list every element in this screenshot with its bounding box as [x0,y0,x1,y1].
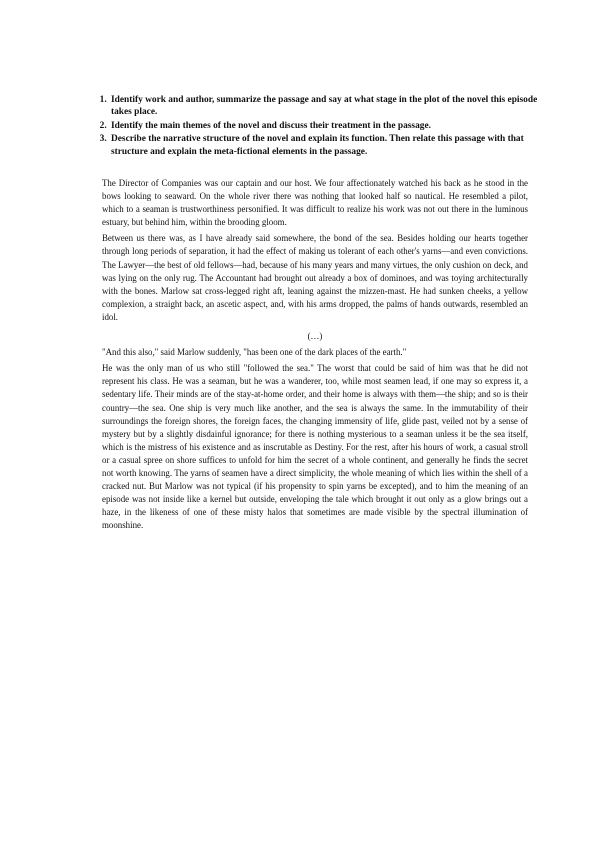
passage-text [102,177,528,535]
question-item: 1. Identify work and author, summarize the passage and say at what stage in the plot of the novel this episode takes place. [109,94,555,119]
question-list [90,94,555,159]
omission-marker: (…) [307,331,323,342]
passage-paragraph: "And this also," said Marlow suddenly, "has been one of the dark places of the earth." [102,347,407,358]
passage-paragraph: He was the only man of us who still "followed the sea." The worst that could be said of him was that he did not represent his class. He was a seaman, but he was a wanderer, too, while most seamen lead, if one may so express it, a sedentary life. Their minds are of the stay-at-home order, and their home is always with them—the ship; and so is their country—the sea. One ship is very much like another, and the sea is always the same. In the immutability of their surroundings the foreign shores, the foreign faces, the changing immensity of life, glide past, veiled not by a sense of mystery but by a slightly disdainful ignorance; for there is nothing mysterious to a seaman unless it be the sea itself, which is the mistress of his existence and as inscrutable as Destiny. For the rest, after his hours of work, a casual stroll or a casual spree on shore suffices to unfold for him the secret of a whole continent, and generally he finds the secret not worth knowing. The yarns of seamen have a direct simplicity, the whole meaning of which lies within the shell of a cracked nut. But Marlow was not typical (if his propensity to spin yarns be excepted), and to him the meaning of an episode was not inside like a kernel but outside, enveloping the tale which brought it out only as a glow brings out a haze, in the likeness of one of these misty halos that sometimes are made visible by the spectral illumination of moonshine. [102,363,528,531]
passage-paragraph: Between us there was, as I have already said somewhere, the bond of the sea. Besides holding our hearts together through long periods of separation, it had the effect of making us tolerant of each other's yarns—and even convictions. The Lawyer—the best of old fellows—had, because of his many years and many virtues, the only cushion on deck, and was lying on the only rug. The Accountant had brought out already a box of dominoes, and was toying architecturally with the bones. Marlow sat cross-legged right aft, leaning against the mizzen-mast. He had sunken cheeks, a yellow complexion, a straight back, an ascetic aspect, and, with his arms dropped, the palms of hands outwards, resembled an idol. [102,233,528,322]
question-item: 2. Identify the main themes of the novel and discuss their treatment in the passage. [109,120,555,132]
question-item: 3. Describe the narrative structure of the novel and explain its function. Then relate this passage with that structure and explain the meta-fictional elements in the passage. [109,133,555,158]
passage-paragraph: The Director of Companies was our captain and our host. We four affectionately watched his back as he stood in the bows looking to seaward. On the whole river there was nothing that looked half so nautical. He resembled a pilot, which to a seaman is trustworthiness personified. It was difficult to realize his work was not out there in the luminous estuary, but behind him, within the brooding gloom. [102,178,528,228]
